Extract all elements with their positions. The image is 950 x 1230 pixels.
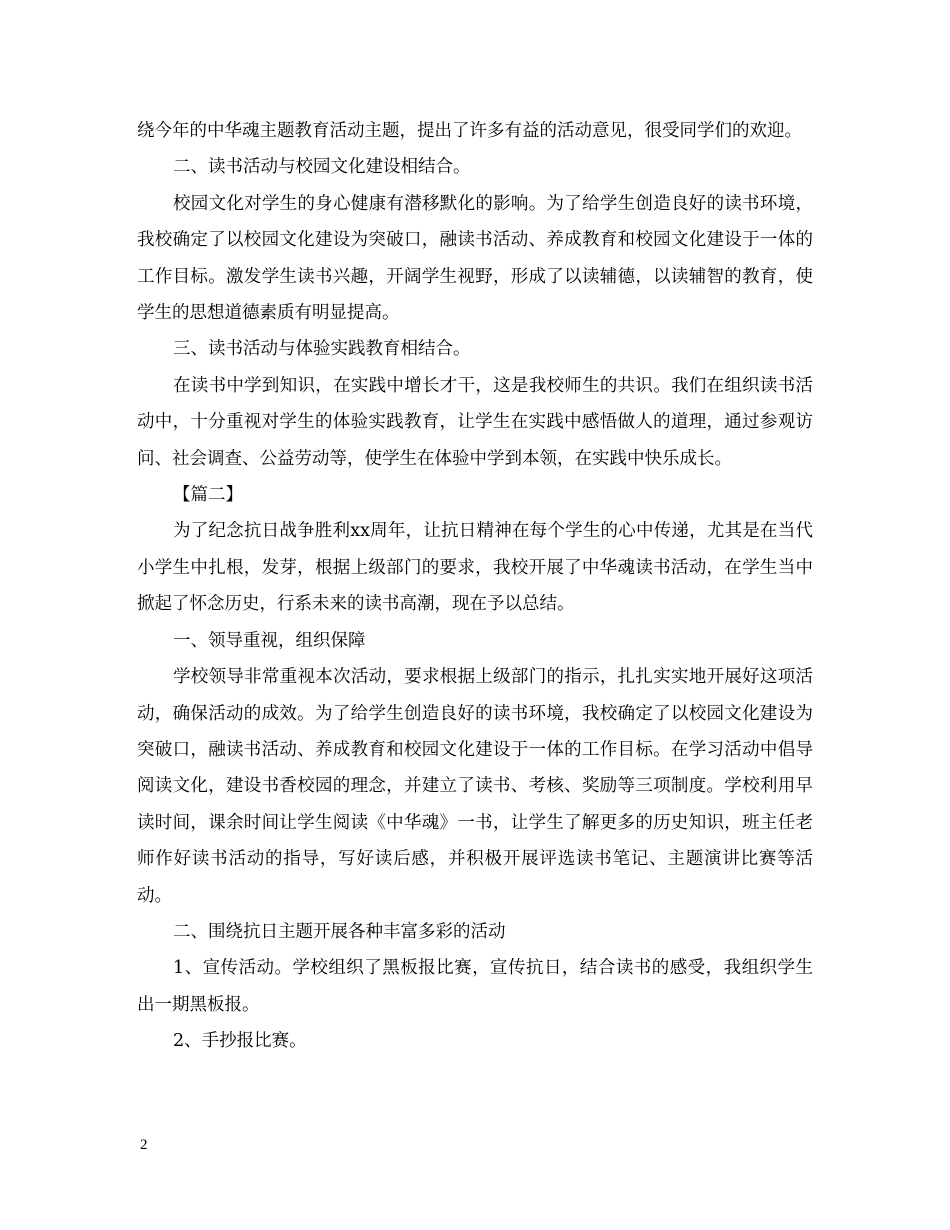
paragraph-campus-culture: 校园文化对学生的身心健康有潜移默化的影响。为了给学生创造良好的读书环境，我校确定了以校园文化建设为突破口，融读书活动、养成教育和校园文化建设于一体的工作目标。激发学生读书兴趣，开阔学生视野，形成了以读辅德，以读辅智的教育，使学生的思想道德素质有明显提高。 [137, 193, 813, 324]
section-heading-activities: 二、围绕抗日主题开展各种丰富多彩的活动 [173, 921, 506, 942]
paragraph-continuation: 绕今年的中华魂主题教育活动主题，提出了许多有益的活动意见，很受同学们的欢迎。 [137, 121, 802, 141]
paragraph-leadership: 学校领导非常重视本次活动，要求根据上级部门的指示，扎扎实实地开展好这项活动，确保活动的成效。为了给学生创造良好的读书环境，我校确定了以校园文化建设为突破口，融读书活动、养成教育和校园文化建设于一体的工作目标。在学习活动中倡导阅读文化，建设书香校园的理念，并建立了读书、考核、奖励等三项制度。学校利用早读时间，课余时间让学生阅读《中华魂》一书，让学生了解更多的历史知识，班主任老师作好读书活动的指导，写好读后感，并积极开展评选读书笔记、主题演讲比赛等活动。 [137, 667, 813, 906]
chapter-heading-part-two: 【篇二】 [173, 485, 243, 506]
section-heading-reading-campus-culture: 二、读书活动与校园文化建设相结合。 [173, 157, 471, 178]
paragraph-practice: 在读书中学到知识，在实践中增长才干，这是我校师生的共识。我们在组织读书活动中，十分重视对学生的体验实践教育，让学生在实践中感悟做人的道理，通过参观访问、社会调查、公益劳动等，使学生在体验中学到本领，在实践中快乐成长。 [137, 375, 813, 469]
paragraph-intro-part-two: 为了纪念抗日战争胜利xx周年，让抗日精神在每个学生的心中传递，尤其是在当代小学生中扎根，发芽，根据上级部门的要求，我校开展了中华魂读书活动，在学生当中掀起了怀念历史，行系未来的读书高潮，现在予以总结。 [137, 521, 813, 615]
page-number: 2 [140, 1137, 148, 1153]
list-item-publicity: 1、宣传活动。学校组织了黑板报比赛，宣传抗日，结合读书的感受，我组织学生出一期黑板报。 [137, 958, 813, 1015]
list-item-handwritten-newspaper: 2、手抄报比赛。 [173, 1031, 307, 1052]
document-body [137, 113, 813, 1060]
section-heading-reading-practice: 三、读书活动与体验实践教育相结合。 [173, 339, 471, 360]
section-heading-leadership: 一、领导重视，组织保障 [173, 630, 366, 651]
